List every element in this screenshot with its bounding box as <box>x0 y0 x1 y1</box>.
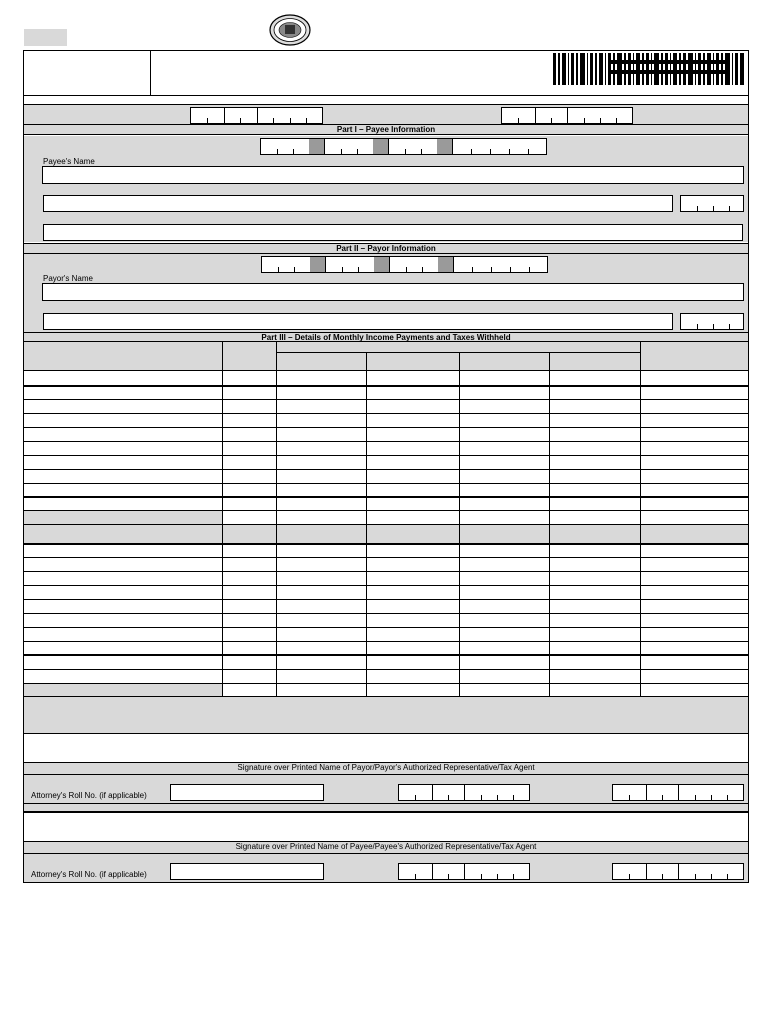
payor-zip-field[interactable] <box>680 313 744 330</box>
payee-attorney-roll-field[interactable] <box>170 863 324 880</box>
payor-attorney-roll-field[interactable] <box>170 784 324 801</box>
period-to-field[interactable] <box>501 107 633 124</box>
payor-address-field[interactable] <box>43 313 673 330</box>
payor-issue-date-field[interactable] <box>398 784 530 801</box>
payee-signature-caption: Signature over Printed Name of Payee/Payee's Authorized Representative/Tax Agent <box>24 842 748 853</box>
form-number-box <box>23 50 151 96</box>
payor-name-field[interactable] <box>42 283 744 301</box>
part3-header: Part III – Details of Monthly Income Payments and Taxes Withheld <box>24 332 748 342</box>
seal-icon <box>268 13 312 47</box>
payee-issue-date-field[interactable] <box>398 863 530 880</box>
payee-foreign-address-field[interactable] <box>43 224 743 241</box>
signature-divider <box>24 804 748 813</box>
payor-tin-field[interactable] <box>261 256 548 273</box>
part2-header: Part II – Payor Information <box>24 243 748 254</box>
form-tag <box>24 29 67 46</box>
declaration-box <box>24 697 748 734</box>
payee-attorney-label: Attorney's Roll No. (if applicable) <box>31 870 147 879</box>
period-from-field[interactable] <box>190 107 323 124</box>
payor-expiry-date-field[interactable] <box>612 784 744 801</box>
payee-name-label: Payee's Name <box>43 157 95 166</box>
income-table <box>24 342 748 697</box>
part1-header: Part I – Payee Information <box>24 125 748 135</box>
payee-address-field[interactable] <box>43 195 673 212</box>
payor-attorney-label: Attorney's Roll No. (if applicable) <box>31 791 147 800</box>
payor-signature-caption: Signature over Printed Name of Payor/Payor's Authorized Representative/Tax Agent <box>24 763 748 774</box>
payor-signature-field[interactable] <box>24 734 748 763</box>
payee-zip-field[interactable] <box>680 195 744 212</box>
payor-name-label: Payor's Name <box>43 274 93 283</box>
barcode-icon <box>551 52 746 86</box>
payee-expiry-date-field[interactable] <box>612 863 744 880</box>
subtotal-row-shade <box>24 510 222 524</box>
payee-tin-field[interactable] <box>260 138 547 155</box>
period-row <box>24 104 748 125</box>
payee-name-field[interactable] <box>42 166 744 184</box>
payee-signature-field[interactable] <box>24 813 748 842</box>
